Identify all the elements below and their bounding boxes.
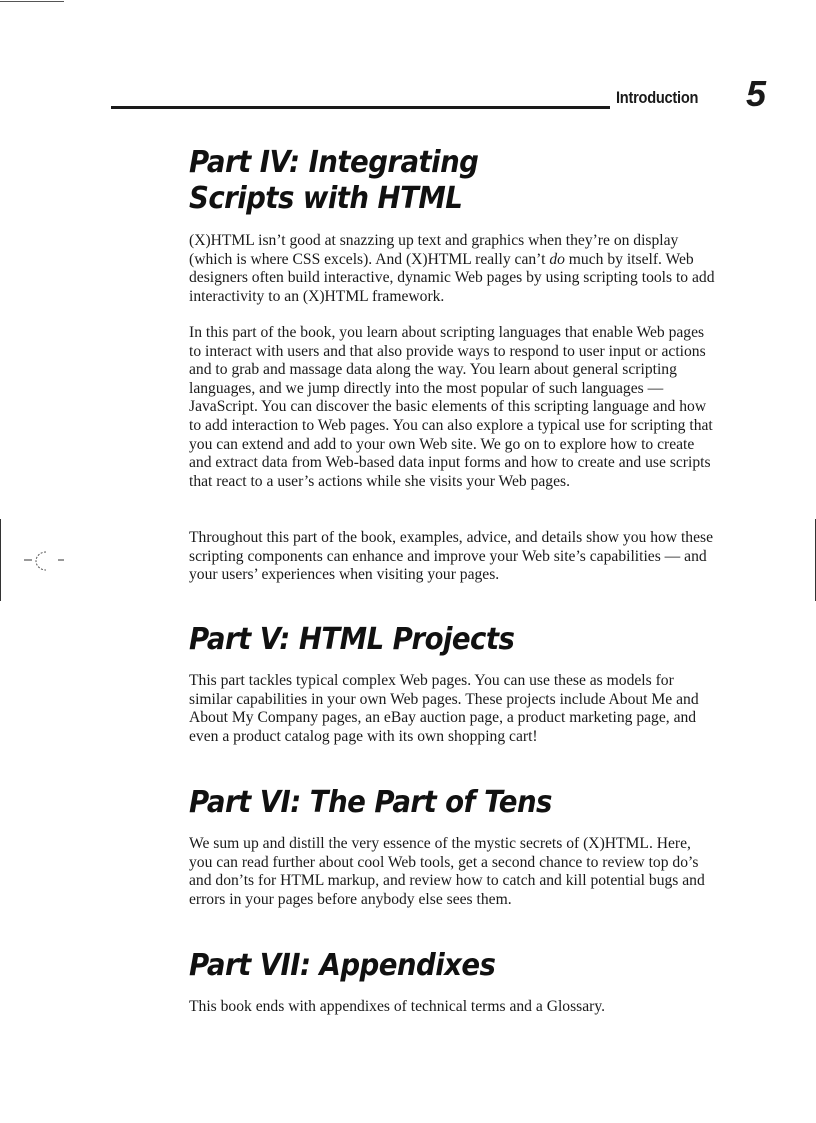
paragraph-part-vi-1: We sum up and distill the very essence of the mystic secrets of (X)HTML. Here, you can read further about cool Web tools, get a second chance to review top do’s and don’ts for HTML markup, and review how to catch and kill potential bugs and errors in your pages before anybody else sees them. [189, 835, 705, 908]
running-header-title: Introduction [616, 88, 699, 107]
heading-part-iv-line1: Part IV: Integrating [189, 145, 479, 180]
registration-mark-icon [24, 548, 68, 576]
heading-part-vi: Part VI: The Part of Tens [189, 785, 552, 820]
paragraph-part-iv-2: In this part of the book, you learn about scripting languages that enable Web pages to interact with users and that also provide ways to respond to user input or actions and to grab and massage data along the way. You learn about general scripting languages, and we jump directly into the most popular of such languages — JavaScript. You can discover the basic elements of this scripting language and how to add interaction to Web pages. You can also explore a typical use for scripting that you can extend and add to your own Web site. We go on to explore how to create and extract data from Web-based data input forms and how to create and use scripts that react to a user’s actions while she visits your Web pages. [189, 324, 713, 490]
heading-part-v: Part V: HTML Projects [189, 622, 515, 657]
heading-part-iv-line2: Scripts with HTML [189, 181, 463, 216]
margin-line-left [0, 519, 1, 601]
emphasis-text: do [549, 250, 565, 268]
paragraph-part-vii-1: This book ends with appendixes of technical terms and a Glossary. [189, 998, 606, 1015]
page-number: 5 [746, 73, 767, 114]
paragraph-part-v-1: This part tackles typical complex Web pages. You can use these as models for similar capabilities in your own Web pages. These projects include About Me and About My Company pages, an eBay auction page, a product marketing page, and even a product catalog page with its own shopping cart! [189, 672, 699, 745]
header-rule [111, 106, 610, 109]
paragraph-part-iv-3: Throughout this part of the book, examples, advice, and details show you how these scripting components can enhance and improve your Web site’s capabilities — and your users’ experiences when visiting your pages. [189, 529, 714, 584]
heading-part-vii: Part VII: Appendixes [189, 948, 496, 983]
crop-mark [0, 1, 64, 2]
paragraph-part-iv-1: (X)HTML isn’t good at snazzing up text and graphics when they’re on display (which is where CSS excels). And (X)HTML really can’t do much by itself. Web designers often build interactive, dynamic Web pages by using scripting tools to add interactivity to an (X)HTML framework. [189, 232, 715, 305]
